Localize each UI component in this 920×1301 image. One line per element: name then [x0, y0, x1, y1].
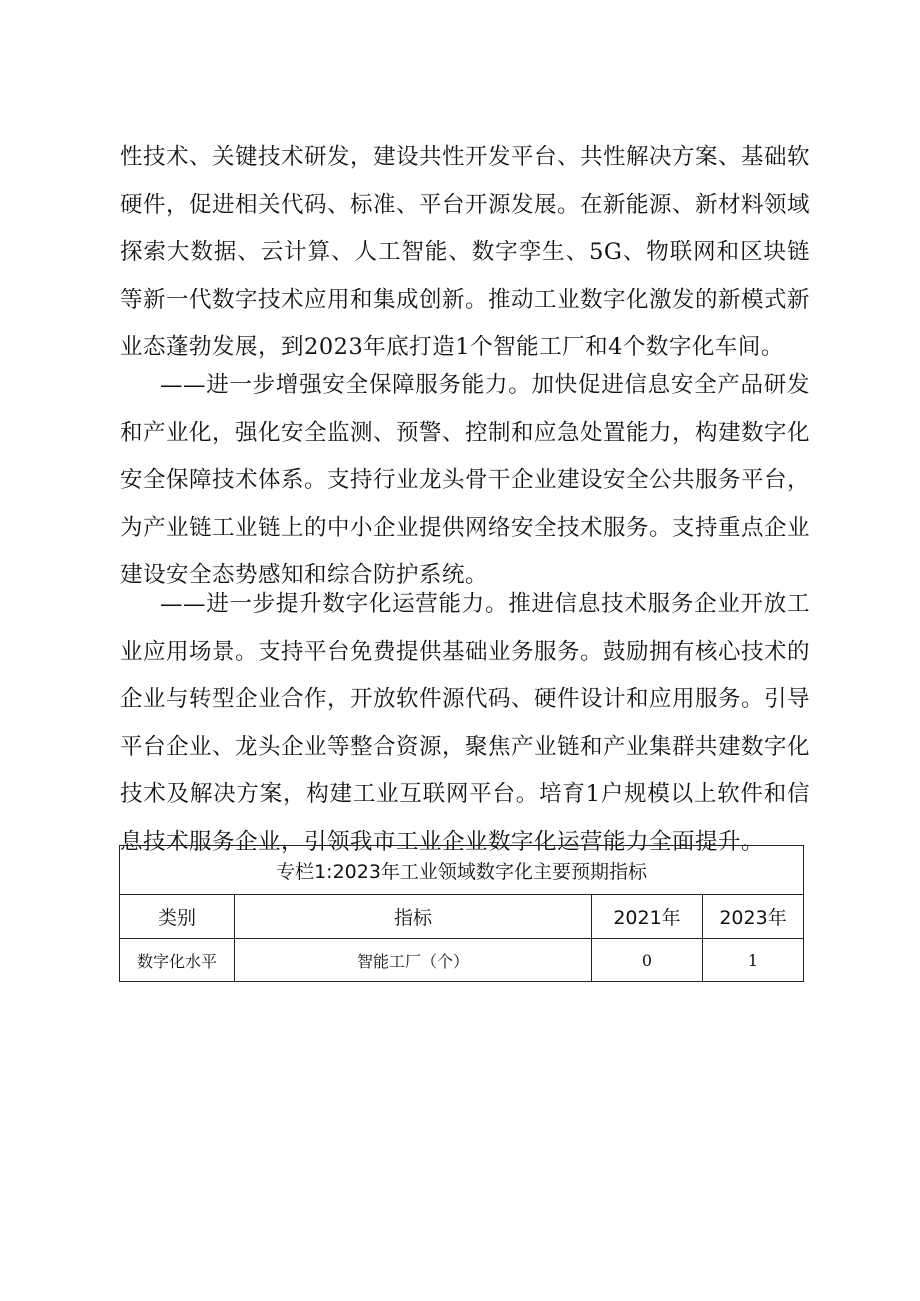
column-header-2021: 2021年 [592, 895, 703, 939]
cell-category: 数字化水平 [120, 939, 235, 982]
indicator-table [119, 845, 804, 982]
table-caption: 专栏1:2023年工业领域数字化主要预期指标 [120, 846, 804, 895]
cell-indicator: 智能工厂（个） [235, 939, 592, 982]
cell-2021-value: 0 [592, 939, 703, 982]
paragraph-digital-tech-innovation: 性技术、关键技术研发，建设共性开发平台、共性解决方案、基础软硬件，促进相关代码、标准、平台开源发展。在新能源、新材料领域探索大数据、云计算、人工智能、数字孪生、5G、物联网和区块链等新一代数字技术应用和集成创新。推动工业数字化激发的新模式新业态蓬勃发展，到2023年底打造1个智能工厂和4个数字化车间。 [120, 144, 811, 360]
column-header-2023: 2023年 [703, 895, 804, 939]
table-row [120, 939, 804, 982]
paragraph-security-service: ——进一步增强安全保障服务能力。加快促进信息安全产品研发和产业化，强化安全监测、预警、控制和应急处置能力，构建数字化安全保障技术体系。支持行业龙头骨干企业建设安全公共服务平台，为产业链工业链上的中小企业提供网络安全技术服务。支持重点企业建设安全态势感知和综合防护系统。 [120, 372, 811, 588]
column-header-indicator: 指标 [235, 895, 592, 939]
cell-2023-value: 1 [703, 939, 804, 982]
paragraph-digital-operation: ——进一步提升数字化运营能力。推进信息技术服务企业开放工业应用场景。支持平台免费提供基础业务服务。鼓励拥有核心技术的企业与转型企业合作，开放软件源代码、硬件设计和应用服务。引导平台企业、龙头企业等整合资源，聚焦产业链和产业集群共建数字化技术及解决方案，构建工业互联网平台。培育1户规模以上软件和信息技术服务企业，引领我市工业企业数字化运营能力全面提升。 [120, 591, 811, 855]
column-header-category: 类别 [120, 895, 235, 939]
